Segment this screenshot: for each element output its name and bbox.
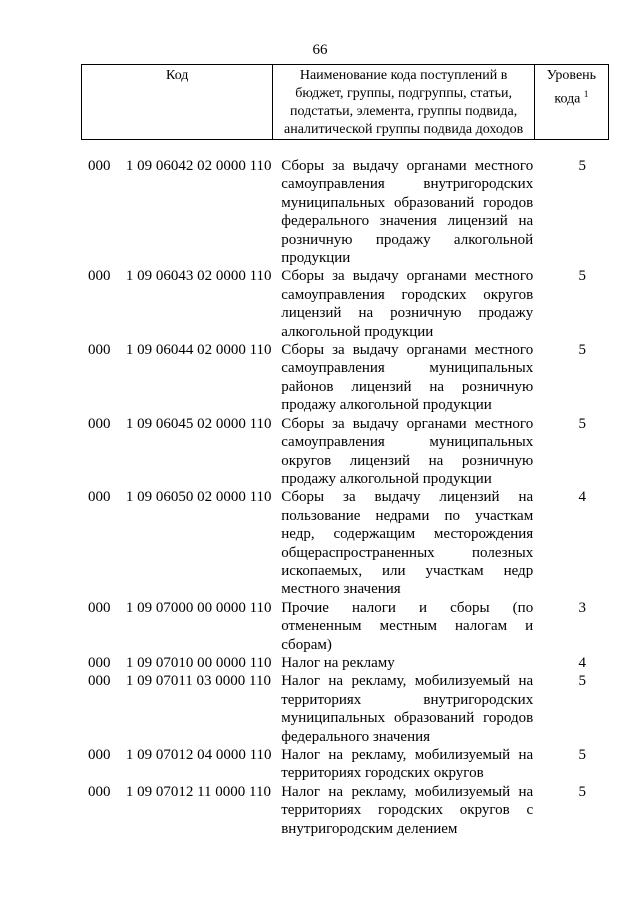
revenue-name: Налог на рекламу, мобилизуемый на территориях городских округов с внутригородским делением bbox=[281, 783, 534, 837]
revenue-code: 1 09 07012 11 0000 110 bbox=[125, 783, 271, 800]
admin-code: 000 bbox=[88, 342, 111, 359]
revenue-name: Сборы за выдачу органами местного самоуправления внутригородских муниципальных образований городов федерального значения лицензий на розничную продажу алкогольной продукции bbox=[281, 158, 534, 267]
code-level: 3 bbox=[578, 599, 586, 616]
revenue-code: 1 09 06050 02 0000 110 bbox=[125, 489, 272, 506]
revenue-code: 1 09 07010 00 0000 110 bbox=[125, 654, 272, 671]
revenue-name: Прочие налоги и сборы (по отмененным местным налогам и сборам) bbox=[281, 599, 534, 653]
code-level: 5 bbox=[578, 783, 586, 800]
code-level: 4 bbox=[578, 654, 586, 671]
header-level bbox=[534, 65, 608, 140]
admin-code: 000 bbox=[88, 415, 111, 432]
admin-code: 000 bbox=[88, 489, 111, 506]
code-level: 5 bbox=[578, 158, 586, 174]
table-row bbox=[88, 341, 588, 415]
admin-code: 000 bbox=[88, 599, 111, 616]
table-row bbox=[88, 654, 588, 672]
admin-code: 000 bbox=[88, 747, 111, 763]
table-row bbox=[88, 746, 588, 783]
page-number: 66 bbox=[312, 42, 328, 58]
revenue-name: Налог на рекламу, мобилизуемый на территориях городских округов bbox=[281, 747, 534, 782]
revenue-name: Налог на рекламу, мобилизуемый на территориях внутригородских муниципальных образований городов федерального значения bbox=[281, 673, 534, 745]
header-level-text: Уровень кода bbox=[546, 68, 597, 107]
header-name: Наименование кода поступлений в бюджет, группы, подгруппы, статьи, подстатьи, элемента, группы подвида, аналитической группы подвида доходов bbox=[273, 65, 534, 140]
revenue-name: Сборы за выдачу лицензий на пользование недрами по участкам недр, содержащим месторождения общераспространенных полезных ископаемых, или участкам недр местного значения bbox=[281, 489, 534, 598]
revenue-name: Сборы за выдачу органами местного самоуправления муниципальных округов лицензий на розничную продажу алкогольной продукции bbox=[281, 415, 534, 487]
admin-code: 000 bbox=[88, 673, 111, 690]
table-row bbox=[88, 488, 588, 598]
revenue-code: 1 09 06044 02 0000 110 bbox=[125, 342, 272, 359]
revenue-code: 1 09 06045 02 0000 110 bbox=[125, 415, 272, 432]
revenue-code: 1 09 07011 03 0000 110 bbox=[125, 673, 271, 690]
revenue-code: 1 09 07012 04 0000 110 bbox=[125, 747, 272, 763]
revenue-name: Сборы за выдачу органами местного самоуправления муниципальных районов лицензий на розничную продажу алкогольной продукции bbox=[281, 342, 534, 414]
revenue-name: Налог на рекламу bbox=[281, 654, 395, 671]
table-row bbox=[88, 415, 588, 489]
table-row bbox=[88, 267, 588, 341]
code-level: 5 bbox=[578, 747, 586, 763]
admin-code: 000 bbox=[88, 654, 111, 671]
code-level: 5 bbox=[578, 268, 586, 285]
code-level: 5 bbox=[578, 415, 586, 432]
admin-code: 000 bbox=[88, 783, 111, 800]
table-header bbox=[81, 64, 609, 140]
table-row bbox=[88, 157, 588, 267]
header-level-footnote: 1 bbox=[583, 89, 589, 99]
revenue-name: Сборы за выдачу органами местного самоуправления городских округов лицензий на розничную продажу алкогольной продукции bbox=[281, 268, 534, 340]
revenue-code: 1 09 06043 02 0000 110 bbox=[125, 268, 272, 285]
code-level: 5 bbox=[578, 342, 586, 359]
header-code: Код bbox=[82, 65, 273, 140]
table-row bbox=[88, 672, 588, 746]
admin-code: 000 bbox=[88, 158, 111, 174]
revenue-code-rows bbox=[88, 157, 588, 838]
admin-code: 000 bbox=[88, 268, 111, 285]
revenue-code: 1 09 06042 02 0000 110 bbox=[125, 158, 272, 174]
code-level: 4 bbox=[578, 489, 586, 506]
revenue-code: 1 09 07000 00 0000 110 bbox=[125, 599, 272, 616]
code-level: 5 bbox=[578, 673, 586, 690]
table-row bbox=[88, 783, 588, 838]
table-row bbox=[88, 599, 588, 654]
